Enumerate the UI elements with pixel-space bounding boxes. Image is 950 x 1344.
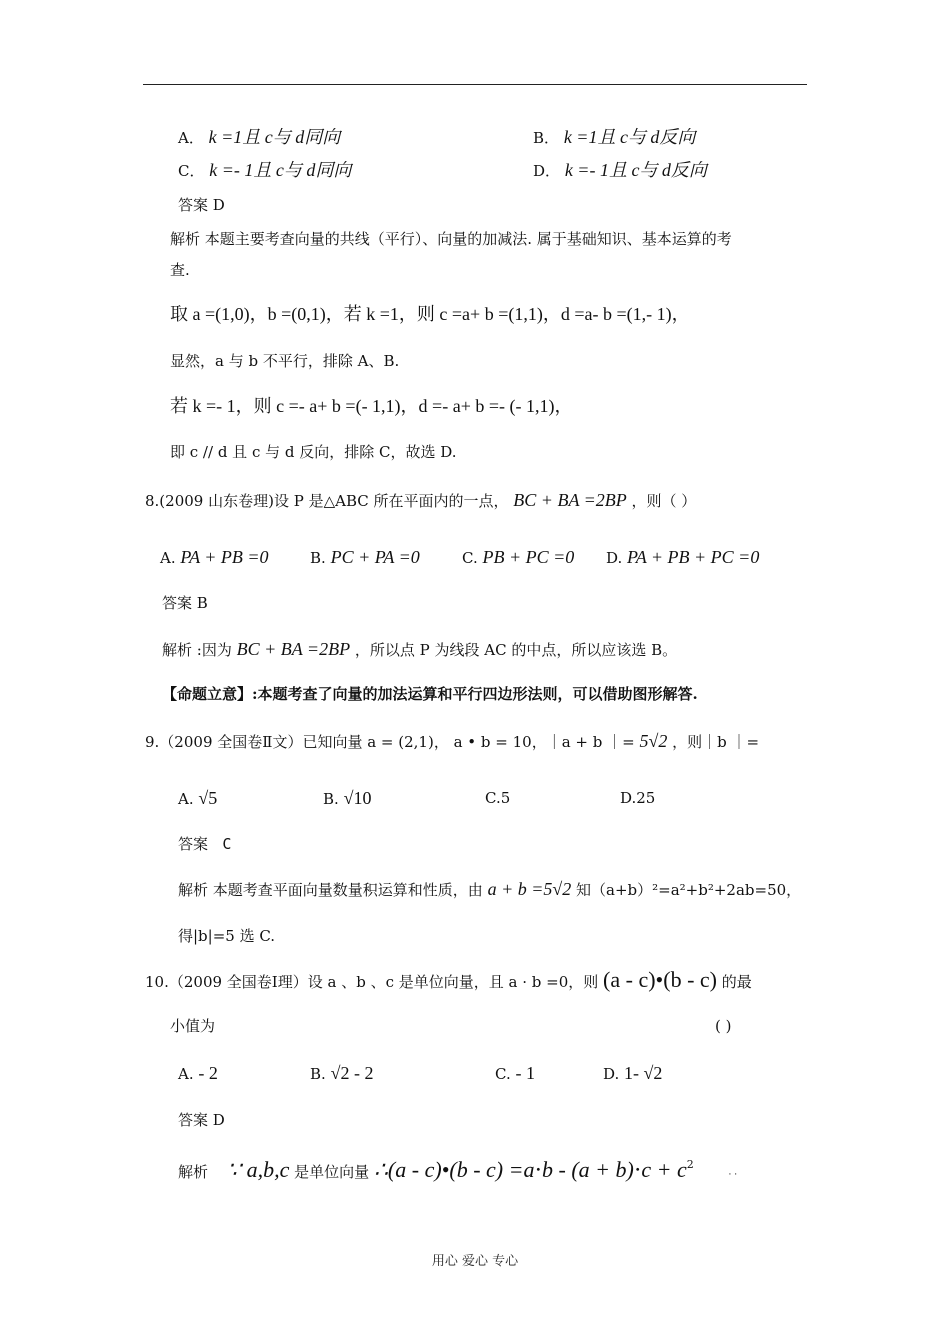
- q8-stem: [145, 489, 696, 512]
- q7-explanation-line5: 即 c // d 且 c 与 d 反向，排除 C，故选 D.: [170, 443, 457, 461]
- math-expression: ∵ a,b,c: [227, 1157, 290, 1182]
- option-label: C.: [462, 549, 478, 567]
- option-expression: PB + PC =0: [482, 547, 575, 567]
- math-expression: BC + BA =2BP: [513, 490, 627, 510]
- intent-label: 【命题立意】: [162, 685, 253, 703]
- question-text: 10.（2009 全国卷Ⅰ理）设 a 、b 、c 是单位向量，且 a · b =0，则: [145, 973, 599, 991]
- question-text-tail: ，则｜b ｜=: [672, 733, 760, 751]
- question-text: 9.（2009 全国卷Ⅱ文）已知向量 a = (2,1)， a • b = 10，｜a + b ｜=: [145, 733, 635, 751]
- q8-option-b: [310, 546, 420, 569]
- option-expression: k =1且 c与 d反向: [563, 127, 696, 147]
- math-expression: ∴(a - c)•(b - c) =a⋅b - (a + b)⋅c + c: [373, 1157, 687, 1182]
- q7-explanation-line1: 解析 本题主要考查向量的共线（平行）、向量的加减法. 属于基础知识、基本运算的考: [170, 230, 732, 248]
- option-expression: k =- 1且 c与 d同向: [209, 160, 352, 180]
- q7-option-d: [533, 159, 707, 182]
- option-label: D.: [606, 549, 623, 567]
- q10-option-d: [603, 1062, 662, 1085]
- q10-option-c: [495, 1062, 535, 1085]
- explanation-text-tail: ，所以点 P 为线段 AC 的中点，所以应该选 B。: [354, 641, 678, 659]
- answer-label: 答案: [178, 835, 209, 853]
- option-label: A．: [178, 129, 204, 147]
- q7-option-c: [178, 159, 351, 182]
- explanation-text: 解析: [178, 1163, 209, 1181]
- q9-option-d: D.25: [620, 789, 656, 807]
- q7-answer: 答案 D: [178, 196, 225, 214]
- option-expression: k =- 1且 c与 d反向: [564, 160, 707, 180]
- q8-intent: [162, 683, 698, 705]
- option-expression: k =1且 c与 d同向: [208, 127, 341, 147]
- math-expression: 取 a =(1,0)，b =(0,1)，若 k =1，则 c =a+ b =(1,1)，d =a- b =(1,- 1)，: [170, 304, 690, 324]
- question-text-tail: ，则（ ）: [631, 492, 697, 510]
- q7-explanation-line3: 显然，a 与 b 不平行，排除 A、B.: [170, 352, 400, 370]
- q7-option-b: [533, 126, 695, 149]
- q9-option-b: [323, 787, 371, 810]
- q9-option-a: [178, 787, 217, 810]
- intent-text: :本题考查了向量的加法运算和平行四边形法则，可以借助图形解答.: [252, 685, 698, 703]
- option-expression: PA + PB + PC =0: [627, 547, 760, 567]
- q10-option-b: [310, 1062, 373, 1085]
- q10-stem: [145, 969, 752, 993]
- explanation-text-mid: 是单位向量: [294, 1163, 370, 1181]
- option-label: B.: [310, 1065, 326, 1083]
- option-label: D．: [533, 162, 561, 180]
- option-expression: - 2: [198, 1063, 218, 1083]
- option-expression: PA + PB =0: [180, 547, 269, 567]
- math-expression: a + b =5√2: [487, 879, 572, 899]
- superscript: 2: [686, 1158, 694, 1171]
- q8-explanation: [162, 638, 677, 661]
- q10-option-a: [178, 1062, 218, 1085]
- option-expression: √2 - 2: [330, 1063, 374, 1083]
- q8-option-a: [160, 546, 269, 569]
- explanation-text: 解析 本题考查平面向量数量积运算和性质，由: [178, 881, 483, 899]
- math-expression: BC + BA =2BP: [236, 639, 351, 659]
- q10-answer-paren: ( ): [715, 1017, 732, 1035]
- option-label: C.: [495, 1065, 511, 1083]
- option-label: A.: [178, 790, 194, 808]
- q8-option-d: [606, 546, 759, 569]
- q9-explanation-line2: 得|b|=5 选 C.: [178, 927, 276, 945]
- q7-explanation-line1b: 查.: [170, 261, 190, 279]
- option-label: B.: [310, 549, 326, 567]
- explanation-text: 解析 :因为: [162, 641, 232, 659]
- answer-value: C: [222, 835, 232, 853]
- q10-explanation: [178, 1154, 737, 1186]
- option-label: D.: [603, 1065, 620, 1083]
- q10-answer: 答案 D: [178, 1111, 225, 1129]
- math-expression: 若 k =- 1，则 c =- a+ b =(- 1,1)，d =- a+ b =- (- 1,1)，: [170, 396, 573, 416]
- trailing-marks: · ·: [728, 1170, 738, 1180]
- q9-stem: [145, 730, 759, 753]
- q7-option-a: [178, 126, 340, 149]
- math-expression: (a - c)•(b - c): [603, 967, 717, 992]
- explanation-text-tail: 知（a+b）²=a²+b²+2ab=50，: [576, 881, 802, 899]
- option-label: B.: [323, 790, 339, 808]
- q9-explanation: [178, 878, 801, 901]
- q10-stem-line2: 小值为: [170, 1017, 216, 1035]
- option-expression: - 1: [515, 1063, 535, 1083]
- q8-option-c: [462, 546, 574, 569]
- q8-answer: 答案 B: [162, 594, 208, 612]
- option-expression: √10: [343, 788, 372, 808]
- option-expression: 1- √2: [624, 1063, 663, 1083]
- option-label: A.: [178, 1065, 194, 1083]
- math-expression: 5√2: [639, 731, 668, 751]
- q7-explanation-line2: [170, 303, 690, 326]
- q9-option-c: C.5: [485, 789, 511, 807]
- option-label: B．: [533, 129, 560, 147]
- option-label: A.: [160, 549, 176, 567]
- question-text-tail: 的最: [721, 973, 752, 991]
- q7-explanation-line4: [170, 395, 572, 418]
- header-rule: [143, 84, 807, 85]
- option-expression: √5: [198, 788, 218, 808]
- option-expression: PC + PA =0: [330, 547, 420, 567]
- option-label: C．: [178, 162, 205, 180]
- question-text: 8.(2009 山东卷理)设 P 是△ABC 所在平面内的一点，: [145, 492, 509, 510]
- page-footer: 用心 爱心 专心: [431, 1254, 519, 1269]
- q9-answer: [178, 833, 231, 855]
